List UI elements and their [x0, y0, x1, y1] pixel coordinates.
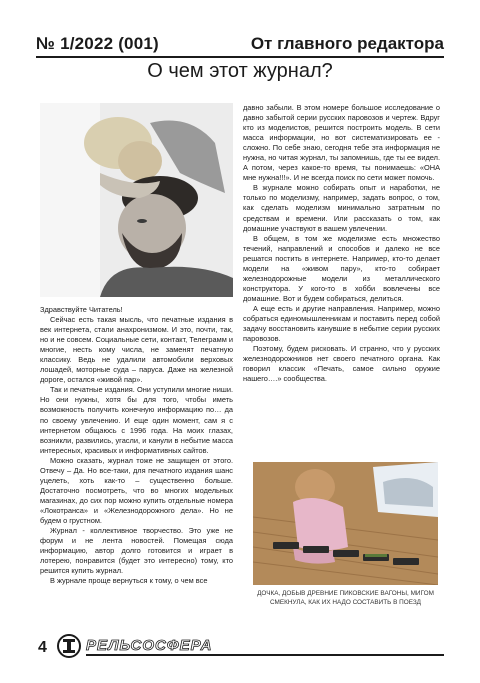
paragraph: Можно сказать, журнал тоже не защищен от этого. Отвечу – Да. Но все-таки, для печатного издания шанс уцелеть, хоть как-то – существенно больше. Достаточно посмотреть, что во многих модельных магазинах, до сих пор можно купить отдельные номера «Локотранса» и «Железнодорожного дела». Но не будем о грустном. — [40, 455, 233, 525]
issue-number: № 1/2022 (001) — [36, 34, 159, 53]
magazine-brand: РЕЛЬСОСФЕРА — [86, 637, 213, 654]
article-title: О чем этот журнал? — [147, 60, 333, 82]
paragraph: В журнале проще вернуться к тому, о чем все — [50, 576, 208, 586]
paragraph: Журнал - коллективное творчество. Это уже не форум и не лента новостей. Помещая сюда информацию, автор долго готовится и играет в лотерею, понравится (будет это интересно) тому, кто решится купить журнал. — [40, 526, 233, 576]
paragraph: А еще есть и другие направления. Например, можно собраться единомышленникам и поставить перед собой задачу восстановить канувшие в небытие серии русских паровозов. — [243, 303, 440, 344]
paragraph: Так и печатные издания. Они уступили многие ниши. Но они нужны, хотя бы для того, чтобы иметь возможность получить конечную информацию по… да по своему увлечению. И еще один момент, сам я с интернетом общаюсь с 1996 года. На моих глазах, возникли, развились, угасли, и канули в небытие масса интересных, красивых и информативных сайтов. — [40, 385, 233, 455]
photo-caption: ДОЧКА, ДОБЫВ ДРЕВНИЕ ПИКОВСКИЕ ВАГОНЫ, МИГОМ СМЕКНУЛА, КАК ИХ НАДО СОСТАВИТЬ В ПОЕЗД — [257, 590, 434, 606]
paragraph: Поэтому, будем рисковать. И странно, что у русских железнодорожников нет своего печатного органа. Как говорил классик «Печать, самое сильно оружие нашего….» сообщества. — [243, 344, 440, 384]
paragraph: давно забыли. В этом номере большое исследование о давно забытой серии русских паровозов и чертеж. Вдруг кто из моделистов, решится построить модель. В сети масса информации, но вот систематизировать ее - сложно. По себе знаю, сегодня тебе эта информация не нужна, но читая журнал, ты запомнишь, где ты ее видел. А потом, через какое-то время, ты понимаешь: «ОНА мне нужна!!!». И не всегда поиск по сети может помочь. — [243, 103, 440, 183]
paragraph: В общем, в том же моделизме есть множество течений, направлений и способов и далеко не все решатся постить в интернете. Например, кто-то делает модели на «живом пару», кто-то собирает железнодорожные модели из металлического конструктора. У кого-то в хобби вовлечены все домашние. Вот и будем собираться, делиться. — [243, 233, 440, 303]
paragraph: Сейчас есть такая мысль, что печатные издания в век интернета, стали анахронизмом. И это, почти, так, но и не совсем. Социальные сети, контакт, Телеграмм и многие, несть кому числа, не заменят печатную классику. Ведь не удалили автомобили верховых лошадей, моторные суда – паруса. Даже на железной дороге, остался «живой пар». — [40, 315, 233, 385]
header-rule — [36, 56, 444, 58]
paragraph: В журнале можно собирать опыт и наработки, не только по моделизму, например, задать вопрос, о том, как сделать моделизм минимально затратным по средствам и времени. Или рассказать о том, как домашние участвуют в вашем увлечении. — [243, 183, 440, 233]
right-column — [243, 103, 440, 384]
editor-photo — [40, 103, 233, 297]
child-with-model-train-image — [253, 462, 438, 585]
rail-logo-icon — [56, 633, 82, 659]
greeting: Здравствуйте Читатель! — [40, 305, 123, 314]
footer-rule — [86, 654, 444, 656]
kid-train-photo — [253, 462, 438, 585]
editor-with-child-image — [40, 103, 233, 297]
left-column — [40, 305, 233, 586]
section-title: От главного редактора — [250, 34, 444, 53]
page-number: 4 — [38, 639, 47, 656]
